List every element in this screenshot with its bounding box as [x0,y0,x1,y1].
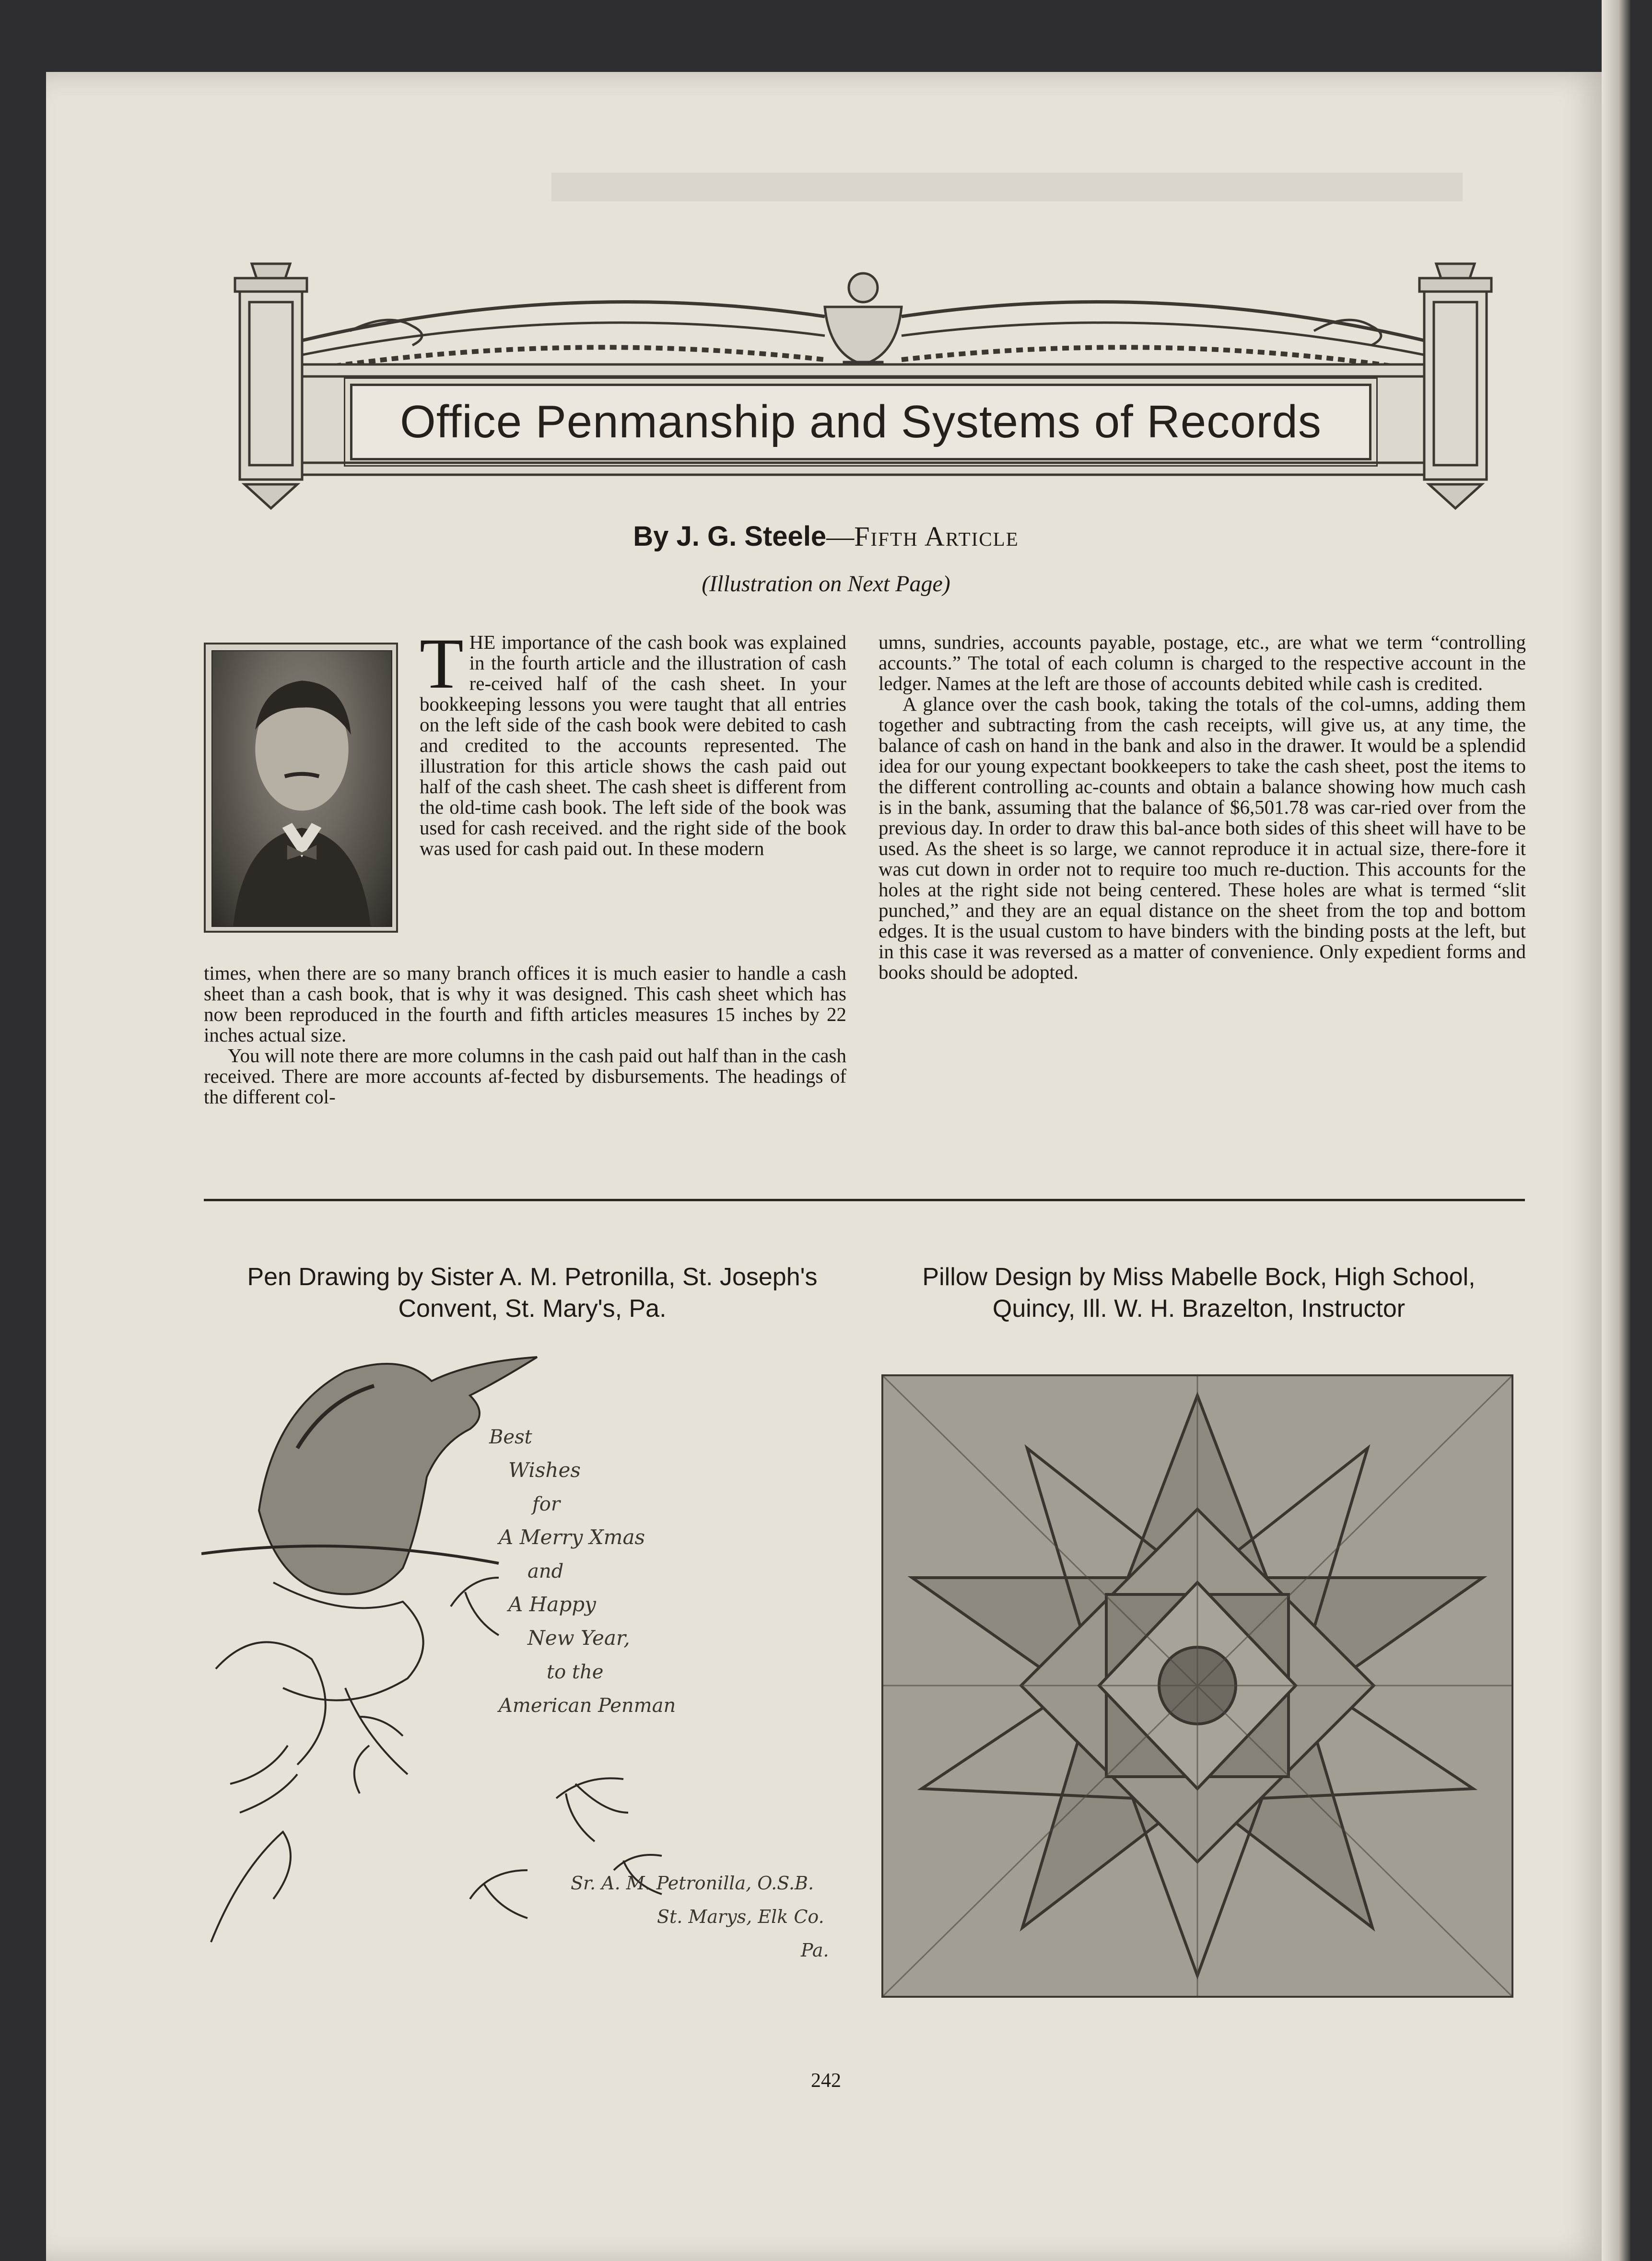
drawing-text-3: for [532,1493,561,1515]
drawing-signature-2: St. Marys, Elk Co. [657,1906,824,1927]
author-name: By J. G. Steele [633,521,827,552]
drawing-text-7: New Year, [527,1626,630,1650]
caption-pillow-design: Pillow Design by Miss Mabelle Bock, High School, Quincy, Ill. W. H. Brazelton, Instructor [922,1263,1476,1323]
drawing-text-1: Best [489,1426,532,1448]
section-divider [204,1199,1525,1201]
drawing-text-9: American Penman [499,1695,676,1717]
article-column-right [879,632,1526,983]
pillow-star-pattern [883,1376,1511,1996]
article-number: Fifth Article [854,521,1019,552]
paragraph-1-top: HE importance of the cash book was explained in the fourth article and the illustration of cash re-ceived half of the cash sheet. In your bookkeeping lessons you were taught that all entries on the left side of the cash book were debited to cash and credited to the accounts represented. The illustration for this article shows the cash paid out half of the cash sheet. The cash sheet is different from the old-time cash book. The left side of the book was used for cash received. and the right side of the book was used for cash paid out. In these modern [420,631,846,859]
drawing-signature-3: Pa. [801,1940,829,1961]
byline [0,520,1652,552]
drop-cap: T [420,624,464,703]
illustration-note: (Illustration on Next Page) [702,571,950,597]
drawing-text-4: A Merry Xmas [499,1525,645,1549]
caption-pen-drawing: Pen Drawing by Sister A. M. Petronilla, St. Joseph's Convent, St. Mary's, Pa. [247,1263,818,1323]
portrait-figure [212,651,391,926]
drawing-signature-1: Sr. A. M. Petronilla, O.S.B. [571,1873,814,1894]
bleed-through [551,158,1463,216]
article-column-left-bottom [204,963,846,1107]
paragraph-1-bottom: times, when there are so many branch offices it is much easier to handle a cash sheet than a cash book, that is why it was designed. This cash sheet which has now been reproduced in the fourth and fifth articles measures 15 inches by 22 inches actual size. [204,962,846,1046]
byline-dash: — [826,521,855,552]
page-title: Office Penmanship and Systems of Records [350,384,1371,460]
portrait-photo [211,650,392,927]
drawing-text-5: and [527,1560,564,1582]
paragraph-2: You will note there are more columns in the cash paid out half than in the cash received. There are more accounts af-fected by disbursements. The headings of the different col- [204,1044,846,1108]
drawing-text-6: A Happy [508,1593,596,1616]
page-number: 242 [811,2070,841,2092]
book-gutter [1602,0,1630,2261]
drawing-text-2: Wishes [508,1458,581,1482]
pillow-design-image [881,1374,1513,1998]
author-portrait [204,643,398,933]
paragraph-3: A glance over the cash book, taking the totals of the col-umns, adding them together and subtracting from the cash receipts, will give us, at any time, the balance of cash on hand in the bank and also in the drawer. It would be a splendid idea for our young expectant bookkeepers to take the cash sheet, post the items to the different controlling ac-counts and obtain a balance showing how much cash is in the bank, assuming that the balance of $6,501.78 was car-ried over from the previous day. In order to draw this bal-ance both sides of this sheet will have to be used. As the sheet is so large, we cannot reproduce it in actual size, there-fore it was cut down in order not to require too much re-duction. This accounts for the holes at the right side not being centered. These holes are what is termed “slit punched,” and they are an equal distance on the sheet from the top and bottom edges. It is the usual custom to have binders with the binding posts at the left, but in this case it was reversed as a matter of convenience. Only expedient forms and books should be adopted. [879,693,1526,983]
pen-drawing-eagle [201,1352,863,1995]
paragraph-2-continued: umns, sundries, accounts payable, postage, etc., are what we term “controlling accounts.” The total of each column is charged to the respective account in the ledger. Names at the left are those of accounts debited while cash is credited. [879,631,1526,694]
article-column-left-top [420,624,846,859]
drawing-text-8: to the [547,1661,604,1683]
